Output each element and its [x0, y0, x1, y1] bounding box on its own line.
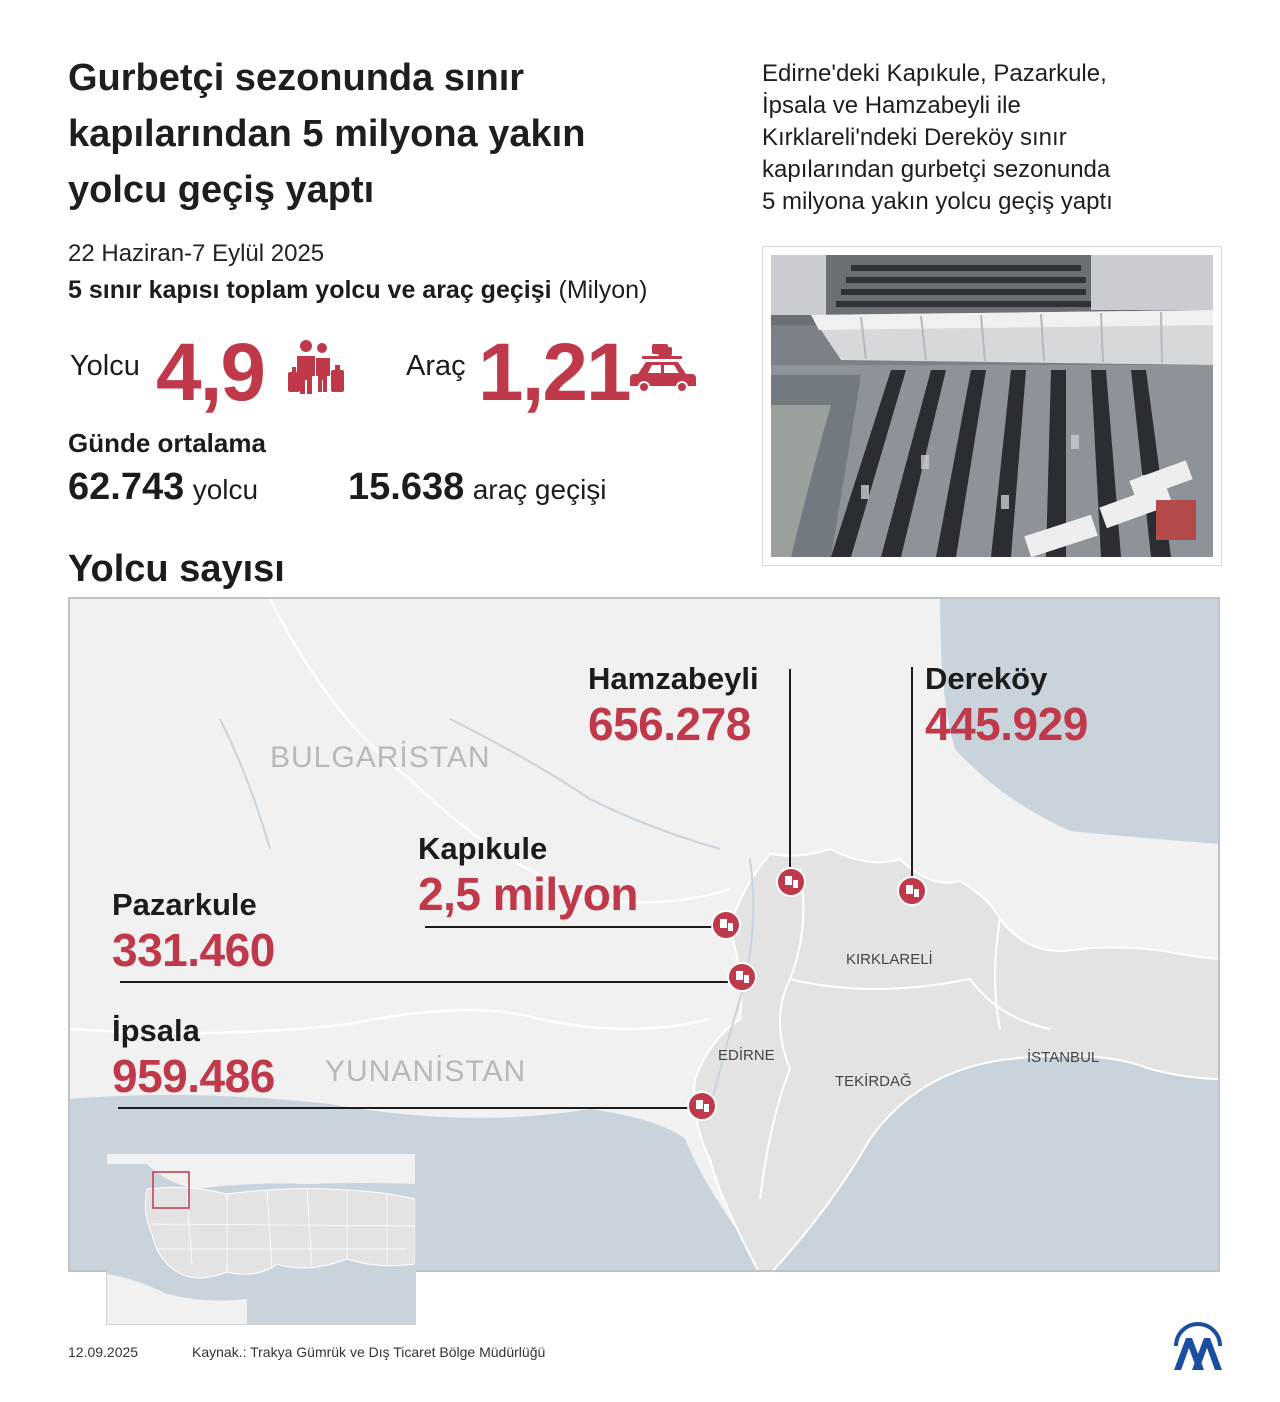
daily-passenger-unit: yolcu — [192, 474, 259, 505]
label-greece: YUNANİSTAN — [325, 1055, 527, 1088]
daily-vehicle — [348, 466, 607, 509]
passenger-label: Yolcu — [70, 350, 140, 382]
border-gate-icon — [728, 963, 756, 991]
map-title: Yolcu sayısı — [68, 548, 285, 590]
intro-line: İpsala ve Hamzabeyli ile — [762, 92, 1021, 119]
gate-pazarkule — [112, 887, 275, 977]
label-edirne: EDİRNE — [718, 1047, 775, 1064]
daily-vehicle-value: 15.638 — [348, 466, 465, 508]
headline-line: kapılarından 5 milyona yakın — [68, 113, 586, 155]
gate-name: Pazarkule — [112, 887, 257, 922]
daily-average-title: Günde ortalama — [68, 428, 266, 458]
aa-logo-icon — [1170, 1322, 1226, 1372]
border-gate-icon — [777, 868, 805, 896]
vehicle-label: Araç — [406, 350, 466, 382]
border-crossing-photo — [762, 246, 1222, 566]
gate-value: 656.278 — [588, 698, 751, 750]
date-range: 22 Haziran-7 Eylül 2025 — [68, 240, 325, 267]
gate-derekoy — [925, 661, 1088, 751]
gate-hamzabeyli — [588, 661, 759, 751]
gate-value: 2,5 milyon — [418, 868, 638, 920]
gate-name: İpsala — [112, 1013, 200, 1048]
car-luggage-icon — [628, 342, 698, 394]
gate-value: 331.460 — [112, 924, 275, 976]
intro-line: Kırklareli'ndeki Dereköy sınır — [762, 124, 1067, 151]
intro-line: kapılarından gurbetçi sezonunda — [762, 156, 1111, 183]
gate-name: Hamzabeyli — [588, 661, 759, 696]
label-tekirdag: TEKİRDAĞ — [835, 1073, 912, 1090]
footer-date: 12.09.2025 — [68, 1344, 139, 1360]
label-kirklareli: KIRKLARELİ — [846, 951, 933, 968]
turkey-inset-map — [106, 1153, 416, 1325]
gate-value: 959.486 — [112, 1050, 275, 1102]
border-gate-icon — [688, 1092, 716, 1120]
stats-subtitle — [68, 276, 647, 305]
label-bulgaria: BULGARİSTAN — [270, 741, 491, 774]
intro-line: Edirne'deki Kapıkule, Pazarkule, — [762, 60, 1107, 87]
passenger-total: 4,9 — [156, 327, 264, 418]
gate-ipsala — [112, 1013, 275, 1103]
daily-passenger-value: 62.743 — [68, 466, 185, 508]
headline — [68, 50, 708, 218]
stats-subtitle-bold: 5 sınır kapısı toplam yolcu ve araç geçişi — [68, 276, 552, 304]
headline-line: yolcu geçiş yaptı — [68, 169, 375, 211]
gate-name: Kapıkule — [418, 831, 548, 866]
gate-value: 445.929 — [925, 698, 1088, 750]
passenger-luggage-icon — [286, 338, 346, 396]
headline-line: Gurbetçi sezonunda sınır — [68, 57, 525, 99]
stats-subtitle-unit: (Milyon) — [558, 276, 648, 304]
daily-passenger — [68, 466, 258, 509]
gate-kapikule — [418, 831, 638, 921]
daily-vehicle-unit: araç geçişi — [472, 474, 607, 505]
gate-name: Dereköy — [925, 661, 1048, 696]
intro-paragraph — [762, 58, 1232, 218]
label-istanbul: İSTANBUL — [1027, 1049, 1100, 1066]
footer-source: Kaynak.: Trakya Gümrük ve Dış Ticaret Bölge Müdürlüğü — [192, 1344, 546, 1360]
intro-line: 5 milyona yakın yolcu geçiş yaptı — [762, 188, 1113, 215]
border-gate-icon — [712, 911, 740, 939]
border-gate-icon — [898, 877, 926, 905]
vehicle-total: 1,21 — [478, 327, 630, 418]
